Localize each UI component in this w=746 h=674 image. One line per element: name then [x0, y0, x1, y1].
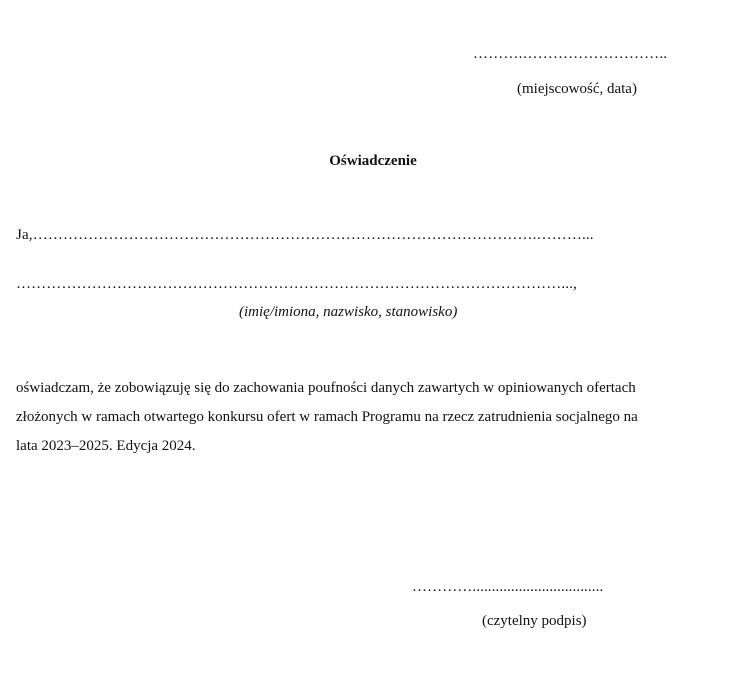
declarant-line-1: Ja,……………………………………………………………………………………….………... — [16, 227, 594, 243]
document-title: Oświadczenie — [329, 153, 417, 169]
place-date-dotted-line: ……….……………………….. — [473, 46, 668, 62]
declarant-name-label: (imię/imiona, nazwisko, stanowisko) — [239, 304, 458, 320]
place-date-label: (miejscowość, data) — [517, 81, 637, 97]
statement-line: złożonych w ramach otwartego konkursu ofert w ramach Programu na rzecz zatrudnienia socjalnego na — [16, 409, 638, 425]
declarant-line-2: ………………………………………………………………………………………………..., — [16, 276, 577, 292]
signature-label: (czytelny podpis) — [482, 613, 587, 629]
statement-line: oświadczam, że zobowiązuję się do zachowania poufności danych zawartych w opiniowanych ofertach — [16, 380, 636, 396]
statement-line: lata 2023–2025. Edycja 2024. — [16, 438, 196, 454]
signature-dotted-line: ………….................................. — [412, 579, 604, 595]
statement-paragraph — [16, 374, 716, 461]
